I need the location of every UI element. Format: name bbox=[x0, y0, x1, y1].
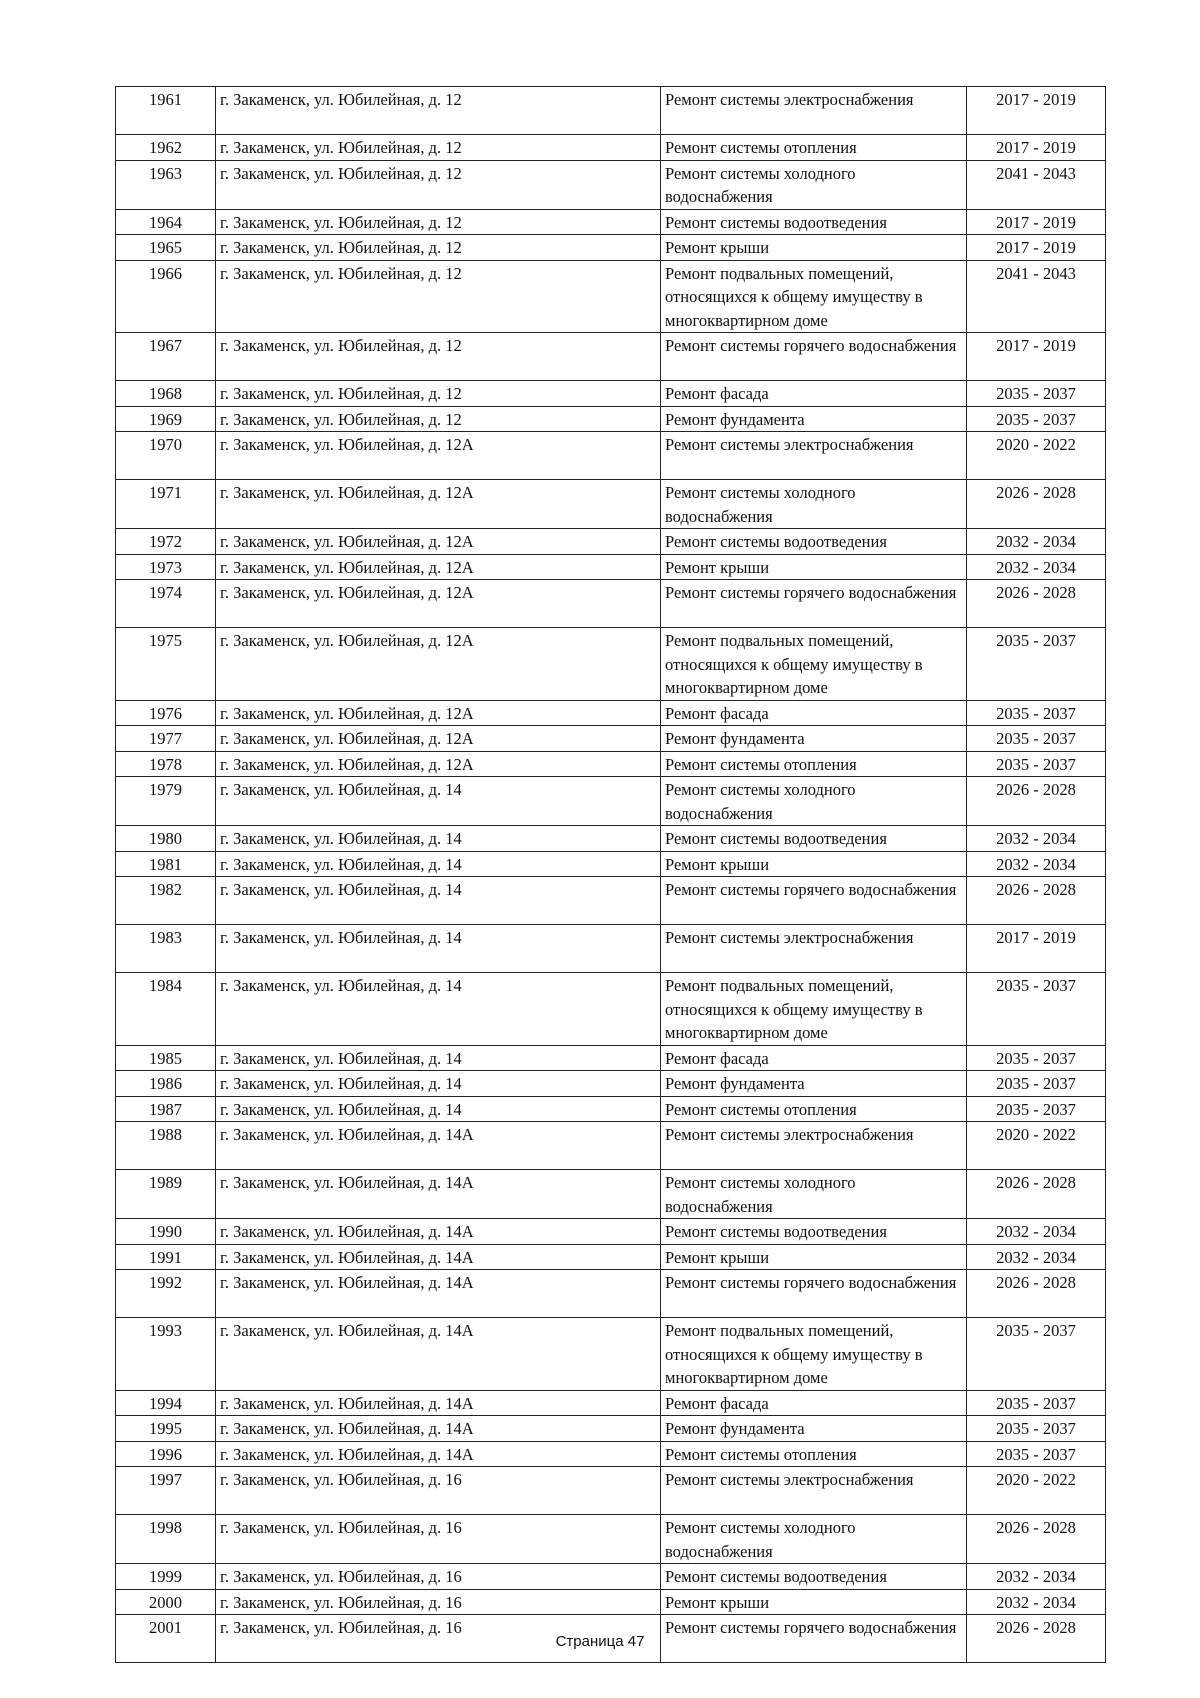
row-number-cell: 1982 bbox=[116, 877, 216, 925]
table-row bbox=[116, 1270, 1106, 1318]
period-cell: 2041 - 2043 bbox=[967, 160, 1106, 209]
period-cell: 2035 - 2037 bbox=[967, 1096, 1106, 1122]
table-row bbox=[116, 580, 1106, 628]
work-type-cell: Ремонт системы горячего водоснабжения bbox=[661, 877, 967, 925]
work-type-cell: Ремонт системы холодного водоснабжения bbox=[661, 1515, 967, 1564]
work-type-cell: Ремонт крыши bbox=[661, 554, 967, 580]
row-number-cell: 1972 bbox=[116, 529, 216, 555]
table-row bbox=[116, 1390, 1106, 1416]
work-type-cell: Ремонт фундамента bbox=[661, 726, 967, 752]
address-cell: г. Закаменск, ул. Юбилейная, д. 14А bbox=[216, 1416, 661, 1442]
table-row bbox=[116, 1564, 1106, 1590]
address-cell: г. Закаменск, ул. Юбилейная, д. 12 bbox=[216, 135, 661, 161]
period-cell: 2017 - 2019 bbox=[967, 87, 1106, 135]
table-row bbox=[116, 1589, 1106, 1615]
period-cell: 2026 - 2028 bbox=[967, 580, 1106, 628]
table-row bbox=[116, 973, 1106, 1046]
table-row bbox=[116, 1071, 1106, 1097]
work-type-cell: Ремонт системы водоотведения bbox=[661, 1219, 967, 1245]
period-cell: 2017 - 2019 bbox=[967, 333, 1106, 381]
table-row bbox=[116, 432, 1106, 480]
work-type-cell: Ремонт фундамента bbox=[661, 406, 967, 432]
work-type-cell: Ремонт системы горячего водоснабжения bbox=[661, 333, 967, 381]
row-number-cell: 1985 bbox=[116, 1045, 216, 1071]
table-row bbox=[116, 877, 1106, 925]
row-number-cell: 1991 bbox=[116, 1244, 216, 1270]
table-row bbox=[116, 135, 1106, 161]
work-type-cell: Ремонт крыши bbox=[661, 851, 967, 877]
table-row bbox=[116, 777, 1106, 826]
row-number-cell: 1980 bbox=[116, 826, 216, 852]
address-cell: г. Закаменск, ул. Юбилейная, д. 12 bbox=[216, 333, 661, 381]
period-cell: 2032 - 2034 bbox=[967, 554, 1106, 580]
row-number-cell: 1986 bbox=[116, 1071, 216, 1097]
row-number-cell: 1965 bbox=[116, 235, 216, 261]
address-cell: г. Закаменск, ул. Юбилейная, д. 12 bbox=[216, 406, 661, 432]
address-cell: г. Закаменск, ул. Юбилейная, д. 16 bbox=[216, 1467, 661, 1515]
period-cell: 2035 - 2037 bbox=[967, 700, 1106, 726]
table-row bbox=[116, 1122, 1106, 1170]
work-type-cell: Ремонт фасада bbox=[661, 381, 967, 407]
address-cell: г. Закаменск, ул. Юбилейная, д. 12А bbox=[216, 432, 661, 480]
work-type-cell: Ремонт системы водоотведения bbox=[661, 1564, 967, 1590]
table-row bbox=[116, 826, 1106, 852]
row-number-cell: 1977 bbox=[116, 726, 216, 752]
work-type-cell: Ремонт фундамента bbox=[661, 1071, 967, 1097]
address-cell: г. Закаменск, ул. Юбилейная, д. 14А bbox=[216, 1270, 661, 1318]
address-cell: г. Закаменск, ул. Юбилейная, д. 12А bbox=[216, 529, 661, 555]
row-number-cell: 1970 bbox=[116, 432, 216, 480]
period-cell: 2041 - 2043 bbox=[967, 260, 1106, 333]
table-row bbox=[116, 1318, 1106, 1391]
address-cell: г. Закаменск, ул. Юбилейная, д. 12А bbox=[216, 480, 661, 529]
address-cell: г. Закаменск, ул. Юбилейная, д. 14А bbox=[216, 1170, 661, 1219]
table-row bbox=[116, 1170, 1106, 1219]
address-cell: г. Закаменск, ул. Юбилейная, д. 14 bbox=[216, 826, 661, 852]
period-cell: 2035 - 2037 bbox=[967, 1071, 1106, 1097]
table-row bbox=[116, 1515, 1106, 1564]
period-cell: 2035 - 2037 bbox=[967, 381, 1106, 407]
work-type-cell: Ремонт системы электроснабжения bbox=[661, 1467, 967, 1515]
period-cell: 2032 - 2034 bbox=[967, 851, 1106, 877]
period-cell: 2026 - 2028 bbox=[967, 777, 1106, 826]
work-type-cell: Ремонт подвальных помещений, относящихся к общему имуществу в многоквартирном доме bbox=[661, 1318, 967, 1391]
period-cell: 2035 - 2037 bbox=[967, 1441, 1106, 1467]
row-number-cell: 1988 bbox=[116, 1122, 216, 1170]
period-cell: 2026 - 2028 bbox=[967, 1170, 1106, 1219]
row-number-cell: 2001 bbox=[116, 1615, 216, 1663]
table-row bbox=[116, 480, 1106, 529]
address-cell: г. Закаменск, ул. Юбилейная, д. 14А bbox=[216, 1441, 661, 1467]
table-row bbox=[116, 1045, 1106, 1071]
period-cell: 2026 - 2028 bbox=[967, 1615, 1106, 1663]
address-cell: г. Закаменск, ул. Юбилейная, д. 14А bbox=[216, 1244, 661, 1270]
row-number-cell: 1971 bbox=[116, 480, 216, 529]
period-cell: 2026 - 2028 bbox=[967, 1515, 1106, 1564]
table-row bbox=[116, 554, 1106, 580]
address-cell: г. Закаменск, ул. Юбилейная, д. 14А bbox=[216, 1318, 661, 1391]
period-cell: 2035 - 2037 bbox=[967, 1416, 1106, 1442]
period-cell: 2017 - 2019 bbox=[967, 209, 1106, 235]
address-cell: г. Закаменск, ул. Юбилейная, д. 14 bbox=[216, 1045, 661, 1071]
address-cell: г. Закаменск, ул. Юбилейная, д. 12 bbox=[216, 260, 661, 333]
work-type-cell: Ремонт системы водоотведения bbox=[661, 529, 967, 555]
period-cell: 2026 - 2028 bbox=[967, 480, 1106, 529]
period-cell: 2035 - 2037 bbox=[967, 751, 1106, 777]
work-type-cell: Ремонт системы отопления bbox=[661, 1441, 967, 1467]
table-body bbox=[116, 87, 1106, 1663]
table-row bbox=[116, 1441, 1106, 1467]
row-number-cell: 1984 bbox=[116, 973, 216, 1046]
page-number: Страница 47 bbox=[555, 1633, 645, 1650]
address-cell: г. Закаменск, ул. Юбилейная, д. 12А bbox=[216, 700, 661, 726]
work-type-cell: Ремонт системы холодного водоснабжения bbox=[661, 160, 967, 209]
row-number-cell: 1979 bbox=[116, 777, 216, 826]
work-type-cell: Ремонт системы отопления bbox=[661, 135, 967, 161]
address-cell: г. Закаменск, ул. Юбилейная, д. 16 bbox=[216, 1515, 661, 1564]
address-cell: г. Закаменск, ул. Юбилейная, д. 14 bbox=[216, 777, 661, 826]
table-row bbox=[116, 1416, 1106, 1442]
table-row bbox=[116, 925, 1106, 973]
work-type-cell: Ремонт системы горячего водоснабжения bbox=[661, 1270, 967, 1318]
address-cell: г. Закаменск, ул. Юбилейная, д. 14А bbox=[216, 1219, 661, 1245]
work-type-cell: Ремонт системы электроснабжения bbox=[661, 432, 967, 480]
row-number-cell: 1992 bbox=[116, 1270, 216, 1318]
period-cell: 2032 - 2034 bbox=[967, 1219, 1106, 1245]
table-row bbox=[116, 209, 1106, 235]
table-row bbox=[116, 87, 1106, 135]
address-cell: г. Закаменск, ул. Юбилейная, д. 12А bbox=[216, 628, 661, 701]
table-row bbox=[116, 381, 1106, 407]
table-row bbox=[116, 333, 1106, 381]
row-number-cell: 1969 bbox=[116, 406, 216, 432]
table-row bbox=[116, 851, 1106, 877]
row-number-cell: 1968 bbox=[116, 381, 216, 407]
address-cell: г. Закаменск, ул. Юбилейная, д. 14 bbox=[216, 973, 661, 1046]
work-type-cell: Ремонт системы водоотведения bbox=[661, 209, 967, 235]
work-type-cell: Ремонт крыши bbox=[661, 1244, 967, 1270]
work-type-cell: Ремонт подвальных помещений, относящихся к общему имуществу в многоквартирном доме bbox=[661, 260, 967, 333]
table-row bbox=[116, 628, 1106, 701]
row-number-cell: 1963 bbox=[116, 160, 216, 209]
table-row bbox=[116, 406, 1106, 432]
row-number-cell: 1967 bbox=[116, 333, 216, 381]
work-type-cell: Ремонт крыши bbox=[661, 1589, 967, 1615]
row-number-cell: 1961 bbox=[116, 87, 216, 135]
row-number-cell: 1987 bbox=[116, 1096, 216, 1122]
period-cell: 2020 - 2022 bbox=[967, 1467, 1106, 1515]
work-type-cell: Ремонт подвальных помещений, относящихся к общему имуществу в многоквартирном доме bbox=[661, 628, 967, 701]
period-cell: 2020 - 2022 bbox=[967, 432, 1106, 480]
period-cell: 2017 - 2019 bbox=[967, 135, 1106, 161]
table-row bbox=[116, 260, 1106, 333]
address-cell: г. Закаменск, ул. Юбилейная, д. 12А bbox=[216, 580, 661, 628]
row-number-cell: 1966 bbox=[116, 260, 216, 333]
row-number-cell: 1975 bbox=[116, 628, 216, 701]
work-type-cell: Ремонт фасада bbox=[661, 1390, 967, 1416]
address-cell: г. Закаменск, ул. Юбилейная, д. 14 bbox=[216, 851, 661, 877]
table-row bbox=[116, 751, 1106, 777]
repair-schedule-table bbox=[115, 86, 1106, 1663]
period-cell: 2017 - 2019 bbox=[967, 235, 1106, 261]
row-number-cell: 1974 bbox=[116, 580, 216, 628]
work-type-cell: Ремонт фасада bbox=[661, 700, 967, 726]
address-cell: г. Закаменск, ул. Юбилейная, д. 12А bbox=[216, 751, 661, 777]
period-cell: 2035 - 2037 bbox=[967, 628, 1106, 701]
address-cell: г. Закаменск, ул. Юбилейная, д. 14А bbox=[216, 1122, 661, 1170]
period-cell: 2035 - 2037 bbox=[967, 1045, 1106, 1071]
row-number-cell: 1996 bbox=[116, 1441, 216, 1467]
address-cell: г. Закаменск, ул. Юбилейная, д. 12 bbox=[216, 87, 661, 135]
period-cell: 2035 - 2037 bbox=[967, 1390, 1106, 1416]
address-cell: г. Закаменск, ул. Юбилейная, д. 14 bbox=[216, 1071, 661, 1097]
period-cell: 2032 - 2034 bbox=[967, 1564, 1106, 1590]
address-cell: г. Закаменск, ул. Юбилейная, д. 16 bbox=[216, 1589, 661, 1615]
row-number-cell: 2000 bbox=[116, 1589, 216, 1615]
table-row bbox=[116, 1244, 1106, 1270]
period-cell: 2032 - 2034 bbox=[967, 529, 1106, 555]
row-number-cell: 1962 bbox=[116, 135, 216, 161]
address-cell: г. Закаменск, ул. Юбилейная, д. 16 bbox=[216, 1564, 661, 1590]
work-type-cell: Ремонт системы электроснабжения bbox=[661, 1122, 967, 1170]
work-type-cell: Ремонт системы отопления bbox=[661, 1096, 967, 1122]
work-type-cell: Ремонт подвальных помещений, относящихся к общему имуществу в многоквартирном доме bbox=[661, 973, 967, 1046]
table-row bbox=[116, 529, 1106, 555]
work-type-cell: Ремонт системы холодного водоснабжения bbox=[661, 480, 967, 529]
work-type-cell: Ремонт системы холодного водоснабжения bbox=[661, 777, 967, 826]
table-row bbox=[116, 1467, 1106, 1515]
work-type-cell: Ремонт системы горячего водоснабжения bbox=[661, 580, 967, 628]
work-type-cell: Ремонт системы электроснабжения bbox=[661, 925, 967, 973]
period-cell: 2032 - 2034 bbox=[967, 1244, 1106, 1270]
row-number-cell: 1993 bbox=[116, 1318, 216, 1391]
table-row bbox=[116, 700, 1106, 726]
row-number-cell: 1994 bbox=[116, 1390, 216, 1416]
row-number-cell: 1989 bbox=[116, 1170, 216, 1219]
table-row bbox=[116, 1219, 1106, 1245]
address-cell: г. Закаменск, ул. Юбилейная, д. 14 bbox=[216, 877, 661, 925]
period-cell: 2032 - 2034 bbox=[967, 826, 1106, 852]
work-type-cell: Ремонт крыши bbox=[661, 235, 967, 261]
address-cell: г. Закаменск, ул. Юбилейная, д. 12А bbox=[216, 726, 661, 752]
address-cell: г. Закаменск, ул. Юбилейная, д. 12 bbox=[216, 381, 661, 407]
row-number-cell: 1999 bbox=[116, 1564, 216, 1590]
address-cell: г. Закаменск, ул. Юбилейная, д. 16 bbox=[216, 1615, 661, 1663]
address-cell: г. Закаменск, ул. Юбилейная, д. 12 bbox=[216, 235, 661, 261]
period-cell: 2026 - 2028 bbox=[967, 1270, 1106, 1318]
period-cell: 2020 - 2022 bbox=[967, 1122, 1106, 1170]
row-number-cell: 1990 bbox=[116, 1219, 216, 1245]
address-cell: г. Закаменск, ул. Юбилейная, д. 12А bbox=[216, 554, 661, 580]
work-type-cell: Ремонт системы электроснабжения bbox=[661, 87, 967, 135]
row-number-cell: 1998 bbox=[116, 1515, 216, 1564]
period-cell: 2035 - 2037 bbox=[967, 973, 1106, 1046]
table-row bbox=[116, 1096, 1106, 1122]
row-number-cell: 1995 bbox=[116, 1416, 216, 1442]
address-cell: г. Закаменск, ул. Юбилейная, д. 12 bbox=[216, 160, 661, 209]
period-cell: 2017 - 2019 bbox=[967, 925, 1106, 973]
table-row bbox=[116, 235, 1106, 261]
period-cell: 2035 - 2037 bbox=[967, 1318, 1106, 1391]
row-number-cell: 1983 bbox=[116, 925, 216, 973]
work-type-cell: Ремонт системы горячего водоснабжения bbox=[661, 1615, 967, 1663]
work-type-cell: Ремонт системы отопления bbox=[661, 751, 967, 777]
work-type-cell: Ремонт фундамента bbox=[661, 1416, 967, 1442]
row-number-cell: 1981 bbox=[116, 851, 216, 877]
row-number-cell: 1964 bbox=[116, 209, 216, 235]
row-number-cell: 1997 bbox=[116, 1467, 216, 1515]
address-cell: г. Закаменск, ул. Юбилейная, д. 12 bbox=[216, 209, 661, 235]
work-type-cell: Ремонт фасада bbox=[661, 1045, 967, 1071]
period-cell: 2035 - 2037 bbox=[967, 406, 1106, 432]
period-cell: 2026 - 2028 bbox=[967, 877, 1106, 925]
period-cell: 2032 - 2034 bbox=[967, 1589, 1106, 1615]
work-type-cell: Ремонт системы водоотведения bbox=[661, 826, 967, 852]
row-number-cell: 1978 bbox=[116, 751, 216, 777]
work-type-cell: Ремонт системы холодного водоснабжения bbox=[661, 1170, 967, 1219]
address-cell: г. Закаменск, ул. Юбилейная, д. 14 bbox=[216, 925, 661, 973]
row-number-cell: 1976 bbox=[116, 700, 216, 726]
table-row bbox=[116, 726, 1106, 752]
table-row bbox=[116, 160, 1106, 209]
address-cell: г. Закаменск, ул. Юбилейная, д. 14 bbox=[216, 1096, 661, 1122]
row-number-cell: 1973 bbox=[116, 554, 216, 580]
period-cell: 2035 - 2037 bbox=[967, 726, 1106, 752]
address-cell: г. Закаменск, ул. Юбилейная, д. 14А bbox=[216, 1390, 661, 1416]
